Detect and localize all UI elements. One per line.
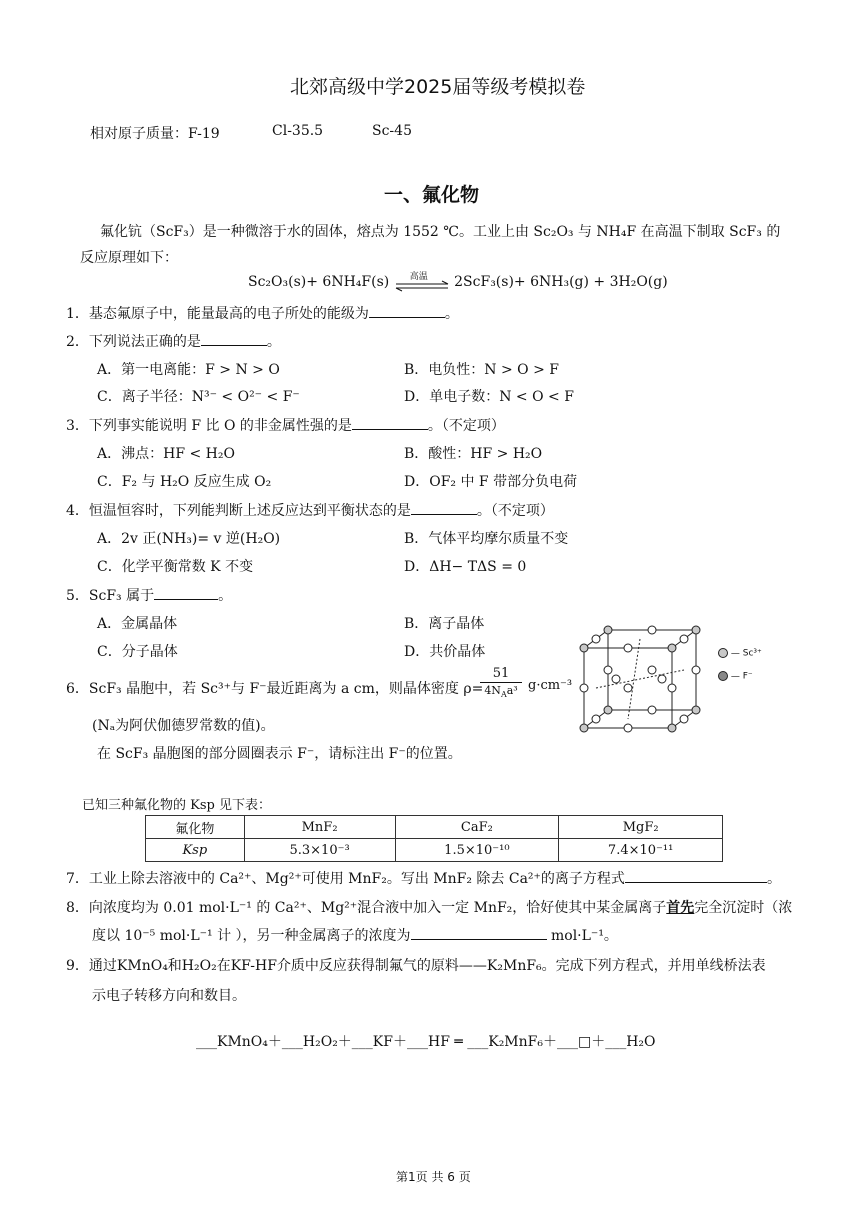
ksp-value-row	[146, 839, 723, 862]
ksp-value-cell: 1.5×10⁻¹⁰	[395, 839, 559, 862]
q2-option-a[interactable]: A．第一电离能：F > N > O	[97, 362, 280, 378]
question-8-line-1: 8．向浓度均为 0.01 mol·L⁻¹ 的 Ca²⁺、Mg²⁺混合液中加入一定 MnF₂，恰好使其中某金属离子首先完全沉淀时（浓	[66, 900, 793, 916]
reaction-equation	[248, 274, 668, 290]
question-4: 4．恒温恒容时，下列能判断上述反应达到平衡状态的是 。（不定项）	[66, 500, 554, 520]
answer-blank-1[interactable]	[369, 303, 445, 318]
fraction-numerator: 51	[480, 666, 522, 683]
density-fraction	[480, 666, 522, 703]
page-title: 北郊高级中学2025届等级考模拟卷	[290, 76, 586, 98]
sc-ion-icon	[692, 706, 700, 714]
question-6: 6．ScF₃ 晶胞中，若 Sc³⁺与 F⁻最近距离为 a cm，则晶体密度 ρ=	[66, 681, 484, 697]
sc-ion-icon	[604, 706, 612, 714]
intro-line-1: 氟化钪（ScF₃）是一种微溶于水的固体，熔点为 1552 ℃。工业上由 Sc₂O₃ 与 NH₄F 在高温下制取 ScF₃ 的	[100, 224, 781, 240]
cell-legend	[718, 648, 762, 681]
ksp-header-cell: MgF₂	[559, 816, 723, 839]
sc-ion-icon	[668, 644, 676, 652]
q2-option-d[interactable]: D．单电子数：N < O < F	[404, 389, 574, 405]
ksp-intro: 已知三种氟化物的 Ksp 见下表：	[82, 798, 271, 813]
page-footer: 第1页 共 6 页	[396, 1170, 471, 1184]
q4-option-d[interactable]: D．ΔH− TΔS = 0	[404, 559, 527, 575]
q4-option-a[interactable]: A．2v 正(NH₃)= v 逆(H₂O)	[97, 531, 281, 547]
ksp-value-cell: 7.4×10⁻¹¹	[559, 839, 723, 862]
sc-ion-icon	[580, 724, 588, 732]
intro-line-2: 反应原理如下：	[80, 250, 178, 266]
sc-ion-icon	[604, 626, 612, 634]
sc-ion-icon	[580, 644, 588, 652]
legend-f: — F⁻	[718, 671, 762, 682]
answer-blank-4[interactable]	[411, 500, 477, 515]
q3-option-d[interactable]: D．OF₂ 中 F 带部分负电荷	[404, 474, 578, 490]
reversible-arrow-icon	[394, 272, 450, 289]
density-unit: g·cm⁻³	[528, 678, 573, 693]
q5-option-c[interactable]: C．分子晶体	[97, 644, 178, 660]
q5-option-d[interactable]: D．共价晶体	[404, 644, 486, 660]
answer-blank-8[interactable]	[411, 925, 547, 940]
equation-condition: 高温	[409, 272, 428, 282]
ksp-row-label: Ksp	[146, 839, 245, 862]
equation-left: Sc₂O₃(s)+ 6NH₄F(s)	[248, 274, 390, 290]
question-2: 2．下列说法正确的是 。	[66, 331, 281, 351]
q4-option-c[interactable]: C．化学平衡常数 K 不变	[97, 559, 254, 575]
question-9-line-2: 示电子转移方向和数目。	[92, 988, 246, 1004]
equation-right: 2ScF₃(s)+ 6NH₃(g) + 3H₂O(g)	[454, 274, 668, 290]
q3-option-a[interactable]: A．沸点：HF < H₂O	[97, 446, 235, 462]
question-3: 3．下列事实能说明 F 比 O 的非金属性强的是 。（不定项）	[66, 415, 505, 435]
atomic-mass-sc: Sc-45	[372, 123, 412, 139]
q2-option-b[interactable]: B．电负性：N > O > F	[404, 362, 559, 378]
sc-legend-icon	[718, 648, 728, 658]
answer-blank-2[interactable]	[201, 331, 267, 346]
q5-option-a[interactable]: A．金属晶体	[97, 616, 178, 632]
atomic-mass-cl: Cl-35.5	[272, 123, 324, 139]
question-5: 5．ScF₃ 属于 。	[66, 585, 232, 605]
f-legend-icon	[718, 671, 728, 681]
emphasis-first: 首先	[666, 900, 695, 916]
q3-option-c[interactable]: C．F₂ 与 H₂O 反应生成 O₂	[97, 474, 272, 490]
question-9-line-1: 9．通过KMnO₄和H₂O₂在KF-HF介质中反应获得制氟气的原料——K₂MnF₆。完成下列方程式，并用单线桥法表	[66, 958, 766, 974]
sc-ion-icon	[692, 626, 700, 634]
answer-blank-3[interactable]	[352, 415, 428, 430]
q3-option-b[interactable]: B．酸性：HF > H₂O	[404, 446, 543, 462]
legend-sc: — Sc³⁺	[718, 648, 762, 659]
ksp-header-cell: CaF₂	[395, 816, 559, 839]
section-title: 一、氟化物	[384, 184, 480, 206]
ksp-header-row	[146, 816, 723, 839]
question-8-line-2: 度以 10⁻⁵ mol·L⁻¹ 计 ），另一种金属离子的浓度为 mol·L⁻¹。	[92, 925, 618, 945]
ksp-header-cell: MnF₂	[244, 816, 395, 839]
mark-f-instruction: 在 ScF₃ 晶胞图的部分圆圈表示 F⁻，请标注出 F⁻的位置。	[97, 746, 462, 762]
ksp-table	[145, 815, 723, 862]
question-9-equation[interactable]: ___KMnO₄＋___H₂O₂＋___KF＋___HF ═ ___K₂MnF₆＋___□＋___H₂O	[196, 1034, 656, 1050]
ksp-header-cell: 氟化物	[146, 816, 245, 839]
q4-option-b[interactable]: B．气体平均摩尔质量不变	[404, 531, 569, 547]
question-1: 1．基态氟原子中，能量最高的电子所处的能级为 。	[66, 303, 459, 323]
answer-blank-7[interactable]	[625, 868, 767, 883]
avogadro-note: (Nₐ为阿伏伽德罗常数的值)。	[92, 718, 275, 734]
ksp-value-cell: 5.3×10⁻³	[244, 839, 395, 862]
scf3-unit-cell-diagram[interactable]	[574, 620, 714, 740]
q5-option-b[interactable]: B．离子晶体	[404, 616, 485, 632]
sc-ion-icon	[668, 724, 676, 732]
fraction-denominator: $4N_Aa^3$	[484, 684, 518, 700]
answer-blank-5[interactable]	[154, 585, 218, 600]
q2-option-c[interactable]: C．离子半径：N³⁻ < O²⁻ < F⁻	[97, 389, 300, 405]
question-7: 7．工业上除去溶液中的 Ca²⁺、Mg²⁺可使用 MnF₂。写出 MnF₂ 除去 Ca²⁺的离子方程式 。	[66, 868, 781, 888]
atomic-mass-label: 相对原子质量：F-19	[90, 126, 220, 142]
